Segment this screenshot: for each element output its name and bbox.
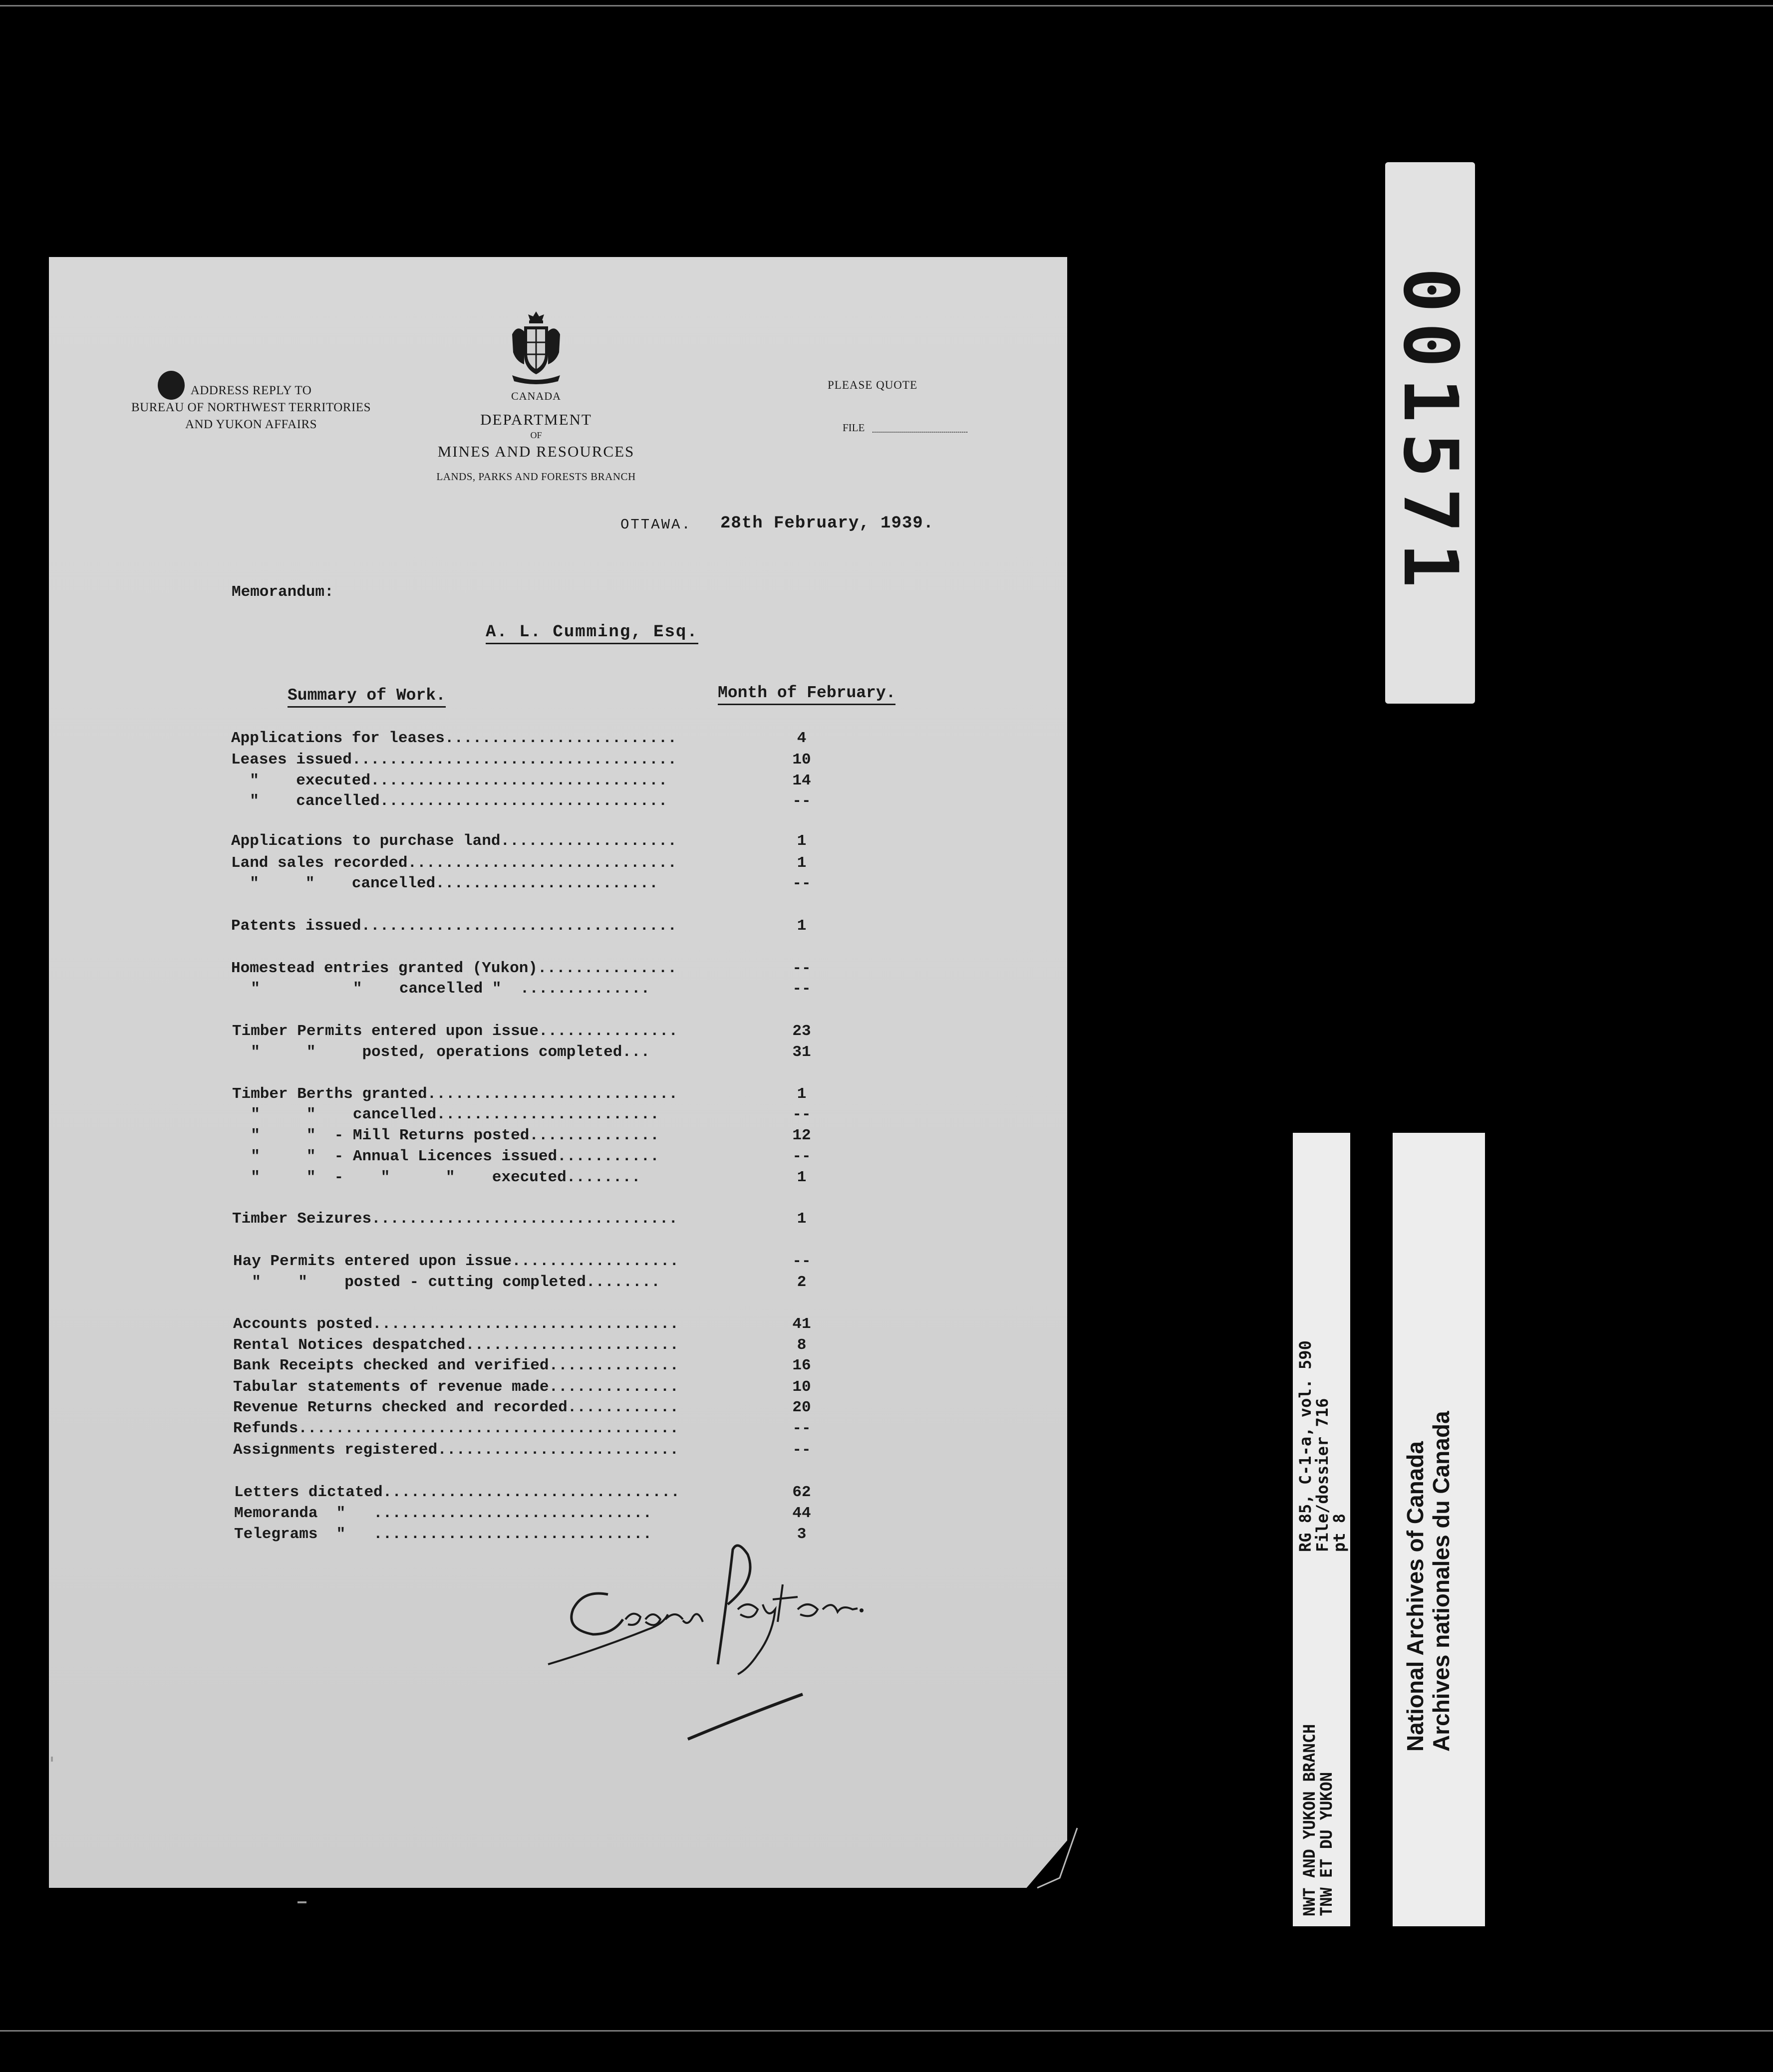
film-edge-bottom bbox=[0, 2030, 1773, 2032]
summary-row-label: " " cancelled........................ bbox=[232, 1106, 659, 1123]
summary-row-value: 12 bbox=[792, 1127, 811, 1144]
summary-row-label: Hay Permits entered upon issue.................. bbox=[233, 1253, 679, 1270]
summary-row-value: -- bbox=[792, 875, 811, 892]
address-reply-block bbox=[121, 382, 381, 433]
summary-row-value: -- bbox=[792, 980, 811, 998]
coat-of-arms-icon bbox=[507, 309, 565, 384]
summary-row-label: Accounts posted................................. bbox=[233, 1315, 679, 1333]
file-label: FILE bbox=[843, 422, 865, 434]
summary-row-label: Rental Notices despatched....................... bbox=[233, 1336, 679, 1354]
summary-row-label: " " cancelled........................ bbox=[231, 875, 658, 892]
address-line: BUREAU OF NORTHWEST TERRITORIES bbox=[131, 401, 371, 414]
summary-row-value: -- bbox=[792, 1106, 811, 1123]
file-number-line bbox=[873, 432, 967, 433]
summary-row-label: Telegrams " .............................. bbox=[234, 1526, 652, 1543]
addressee: A. L. Cumming, Esq. bbox=[486, 623, 698, 644]
reference-label bbox=[1293, 1133, 1350, 1926]
summary-row-label: " " posted - cutting completed........ bbox=[233, 1274, 660, 1291]
summary-row-value: 31 bbox=[792, 1043, 811, 1061]
summary-row-value: 23 bbox=[792, 1023, 811, 1040]
summary-row-label: Applications for leases......................... bbox=[231, 730, 677, 747]
address-line: AND YUKON AFFAIRS bbox=[185, 418, 317, 431]
summary-row-value: 10 bbox=[792, 751, 811, 769]
summary-row-value: 41 bbox=[792, 1315, 811, 1333]
archive-name-english: National Archives of Canada bbox=[1402, 1441, 1428, 1752]
dateline-date: 28th February, 1939. bbox=[720, 514, 934, 533]
summary-row-label: " executed................................ bbox=[231, 772, 668, 789]
handwritten-signature bbox=[538, 1535, 917, 1744]
summary-row-value: 44 bbox=[792, 1505, 811, 1522]
period-heading: Month of February. bbox=[718, 684, 895, 705]
film-edge-top bbox=[0, 5, 1773, 6]
summary-row-value: 1 bbox=[797, 917, 807, 935]
summary-row-label: Land sales recorded............................. bbox=[231, 854, 677, 872]
summary-row-value: 3 bbox=[797, 1526, 807, 1543]
summary-row-label: " " - " " executed........ bbox=[232, 1169, 641, 1186]
summary-row-label: Letters dictated................................ bbox=[234, 1484, 680, 1501]
summary-row-value: 20 bbox=[792, 1399, 811, 1416]
summary-row-label: Tabular statements of revenue made.............. bbox=[233, 1378, 679, 1396]
film-speck bbox=[297, 1901, 306, 1903]
reference-record-group: RG 85, C-1-a, vol. 590 bbox=[1296, 1340, 1315, 1552]
memo-label: Memorandum: bbox=[232, 583, 334, 601]
summary-row-value: 1 bbox=[797, 854, 807, 872]
summary-row-value: 2 bbox=[797, 1274, 807, 1291]
summary-row-label: Patents issued.................................. bbox=[231, 917, 677, 935]
summary-row-value: 1 bbox=[797, 1210, 807, 1228]
frame-number: 001571 bbox=[1387, 267, 1474, 598]
summary-row-label: " " - Annual Licences issued........... bbox=[232, 1148, 659, 1165]
summary-row-label: Timber Seizures................................. bbox=[232, 1210, 678, 1228]
summary-row-label: " " cancelled " .............. bbox=[232, 980, 650, 998]
summary-row-value: 1 bbox=[797, 1085, 807, 1103]
summary-row-value: 8 bbox=[797, 1336, 807, 1354]
reference-file: File/dossier 716 bbox=[1313, 1398, 1332, 1552]
summary-row-value: -- bbox=[792, 1253, 811, 1270]
summary-row-label: " " posted, operations completed... bbox=[232, 1043, 650, 1061]
please-quote-label: PLEASE QUOTE bbox=[828, 379, 918, 391]
summary-row-label: Timber Berths granted........................... bbox=[232, 1085, 678, 1103]
letterhead-department: DEPARTMENT bbox=[480, 411, 592, 428]
summary-row-label: Memoranda " .............................. bbox=[234, 1505, 652, 1522]
summary-row-value: -- bbox=[792, 1148, 811, 1165]
memo-page bbox=[49, 257, 1067, 1888]
summary-row-label: Leases issued................................... bbox=[231, 751, 677, 769]
folded-page-corner bbox=[1022, 1823, 1082, 1893]
reference-branch-line: TNW ET DU YUKON bbox=[1317, 1772, 1336, 1916]
film-speck bbox=[51, 1757, 53, 1762]
summary-row-value: 1 bbox=[797, 832, 807, 850]
letterhead-of: OF bbox=[530, 430, 542, 440]
summary-row-value: 62 bbox=[792, 1484, 811, 1501]
summary-row-value: -- bbox=[792, 960, 811, 977]
reference-branch-line: NWT AND YUKON BRANCH bbox=[1300, 1724, 1319, 1916]
summary-row-label: Assignments registered.......................... bbox=[233, 1441, 679, 1459]
archive-name-french: Archives nationales du Canada bbox=[1428, 1411, 1454, 1752]
summary-row-label: Revenue Returns checked and recorded............ bbox=[233, 1399, 679, 1416]
summary-row-label: Bank Receipts checked and verified.............. bbox=[233, 1357, 679, 1374]
summary-row-value: 4 bbox=[797, 730, 807, 747]
archive-label bbox=[1393, 1133, 1485, 1926]
summary-row-value: -- bbox=[792, 1441, 811, 1459]
frame-number-tag bbox=[1385, 162, 1475, 704]
summary-row-value: 10 bbox=[792, 1378, 811, 1396]
summary-row-label: Homestead entries granted (Yukon)............... bbox=[231, 960, 677, 977]
summary-row-value: 1 bbox=[797, 1169, 807, 1186]
summary-heading: Summary of Work. bbox=[288, 686, 446, 708]
summary-row-value: 14 bbox=[792, 772, 811, 789]
letterhead-ministry: MINES AND RESOURCES bbox=[437, 443, 635, 460]
address-line: ADDRESS REPLY TO bbox=[190, 384, 312, 397]
summary-row-label: Timber Permits entered upon issue............... bbox=[232, 1023, 678, 1040]
summary-row-label: " cancelled............................... bbox=[231, 792, 668, 810]
summary-row-value: 16 bbox=[792, 1357, 811, 1374]
letterhead-country: CANADA bbox=[511, 390, 562, 402]
letterhead-branch: LANDS, PARKS AND FORESTS BRANCH bbox=[436, 471, 636, 483]
summary-row-label: Applications to purchase land................... bbox=[231, 832, 677, 850]
summary-row-label: " " - Mill Returns posted.............. bbox=[232, 1127, 659, 1144]
summary-row-label: Refunds......................................... bbox=[233, 1420, 679, 1437]
reference-part: pt 8 bbox=[1330, 1513, 1349, 1552]
dateline-place: OTTAWA. bbox=[620, 517, 692, 533]
summary-row-value: -- bbox=[792, 792, 811, 810]
summary-row-value: -- bbox=[792, 1420, 811, 1437]
